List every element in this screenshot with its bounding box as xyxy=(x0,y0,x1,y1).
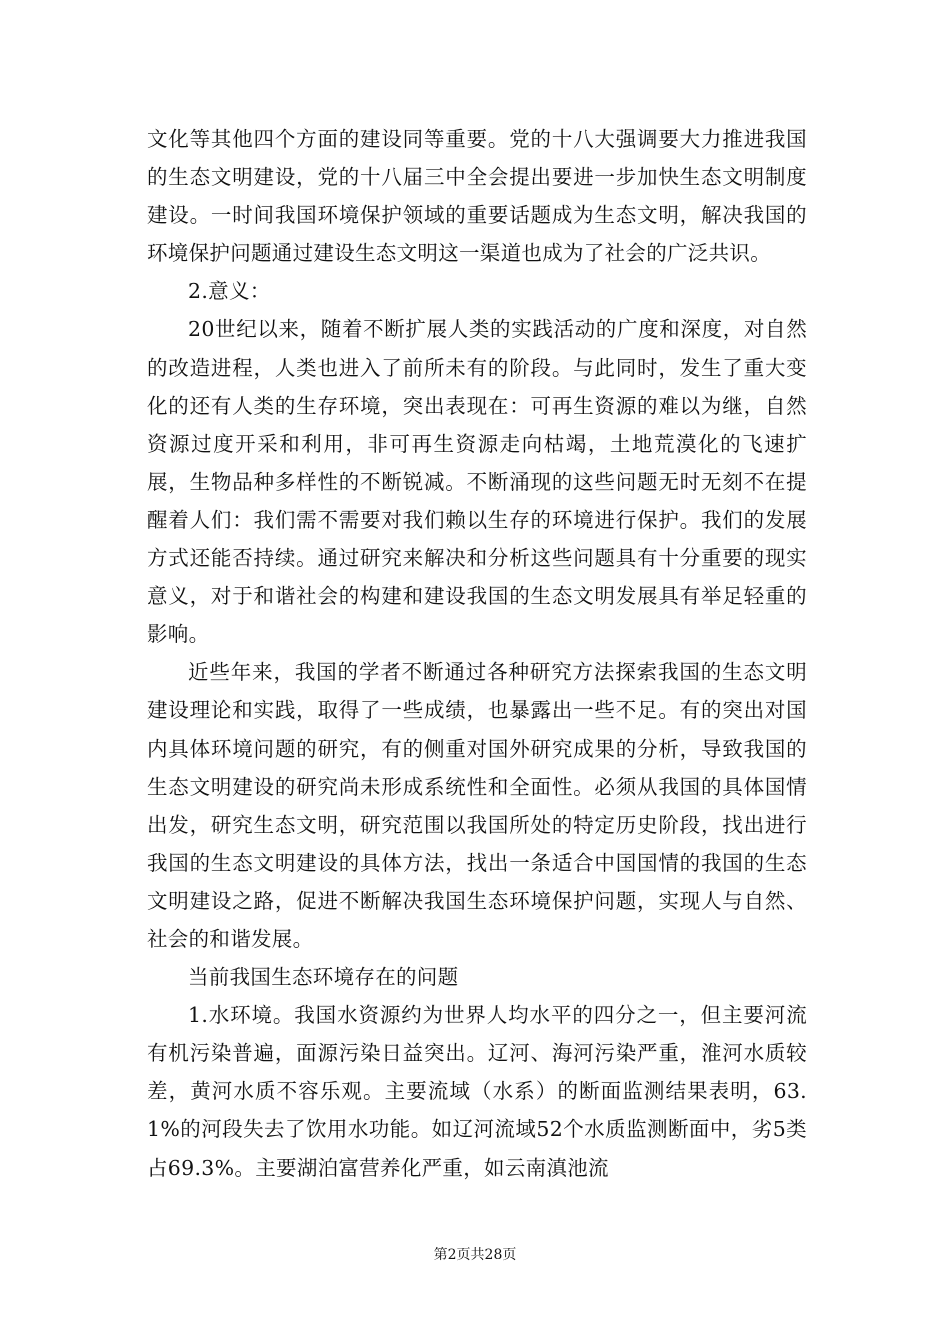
section-heading-significance: 2.意义： xyxy=(188,279,271,304)
document-body xyxy=(147,120,807,1187)
paragraph-significance: 20世纪以来，随着不断扩展人类的实践活动的广度和深度，对自然的改造进程，人类也进入了前所未有的阶段。与此同时，发生了重大变化的还有人类的生存环境，突出表现在：可再生资源的难以为继，自然资源过度开采和利用，非可再生资源走向枯竭，土地荒漠化的飞速扩展，生物品种多样性的不断锐减。不断涌现的这些问题无时无刻不在提醒着人们：我们需不需要对我们赖以生存的环境进行保护。我们的发展方式还能否持续。通过研究来解决和分析这些问题具有十分重要的现实意义，对于和谐社会的构建和建设我国的生态文明发展具有举足轻重的影响。 xyxy=(147,317,807,647)
page-footer-number: 第2页共28页 xyxy=(433,1247,517,1263)
section-heading-problems: 当前我国生态环境存在的问题 xyxy=(188,965,459,990)
paragraph-research-status: 近些年来，我国的学者不断通过各种研究方法探索我国的生态文明建设理论和实践，取得了一些成绩，也暴露出一些不足。有的突出对国内具体环境问题的研究，有的侧重对国外研究成果的分析，导致我国的生态文明建设的研究尚未形成系统性和全面性。必须从我国的具体国情出发，研究生态文明，研究范围以我国所处的特定历史阶段，找出进行我国的生态文明建设的具体方法，找出一条适合中国国情的我国的生态文明建设之路，促进不断解决我国生态环境保护问题，实现人与自然、社会的和谐发展。 xyxy=(147,660,807,951)
paragraph-continuation: 文化等其他四个方面的建设同等重要。党的十八大强调要大力推进我国的生态文明建设，党的十八届三中全会提出要进一步加快生态文明制度建设。一时间我国环境保护领域的重要话题成为生态文明，解决我国的环境保护问题通过建设生态文明这一渠道也成为了社会的广泛共识。 xyxy=(147,127,807,266)
paragraph-water-environment: 1.水环境。我国水资源约为世界人均水平的四分之一，但主要河流有机污染普遍，面源污染日益突出。辽河、海河污染严重，淮河水质较差，黄河水质不容乐观。主要流域（水系）的断面监测结果表明，63.1%的河段失去了饮用水功能。如辽河流域52个水质监测断面中，劣5类占69.3%。主要湖泊富营养化严重，如云南滇池流 xyxy=(147,1003,807,1180)
